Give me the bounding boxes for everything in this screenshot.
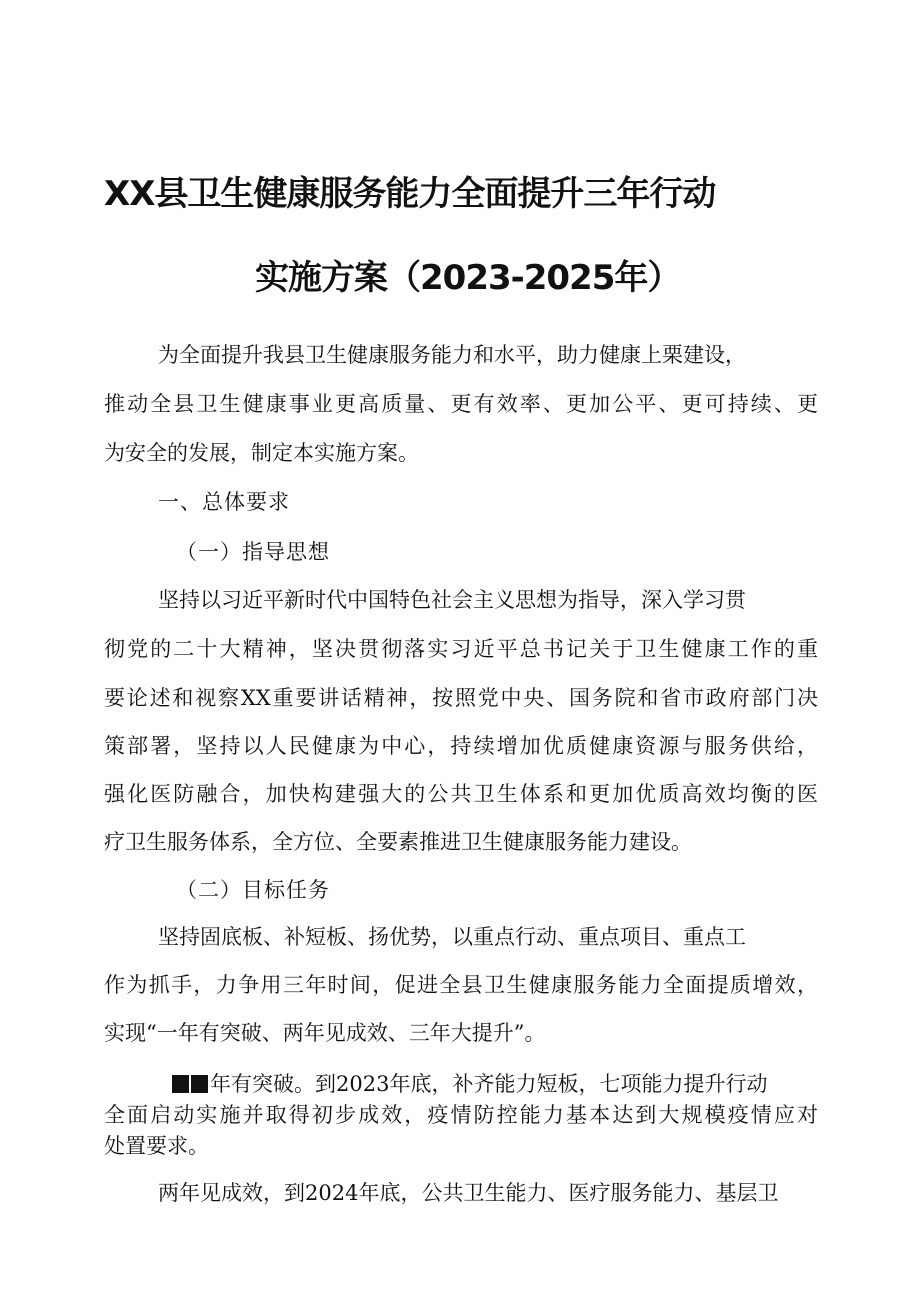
sub2-line-1: 坚持固底板、补短板、扬优势，以重点行动、重点项目、重点工 [158,925,746,949]
sub1-line-6: 疗卫生服务体系，全方位、全要素推进卫生健康服务能力建设。 [104,830,692,854]
goal2-line-1: 两年见成效，到2024年底，公共卫生能力、医疗服务能力、基层卫 [158,1181,779,1205]
intro-line-1: 为全面提升我县卫生健康服务能力和水平，助力健康上栗建设， [158,343,746,367]
sub2-line-2: 作为抓手，力争用三年时间，促进全县卫生健康服务能力全面提质增效， [104,973,818,997]
intro-line-3: 为安全的发展，制定本实施方案。 [104,441,419,465]
goal1-line-3: 处置要求。 [104,1134,209,1158]
sub1-line-5: 强化医防融合，加快构建强大的公共卫生体系和更加优质高效均衡的医 [104,782,818,806]
goal1-line-2: 全面启动实施并取得初步成效，疫情防控能力基本达到大规模疫情应对 [104,1103,818,1127]
subsection-heading-2: （二）目标任务 [176,878,330,902]
subsection-heading-1: （一）指导思想 [176,540,330,564]
document-title-line-1: XX县卫生健康服务能力全面提升三年行动 [104,174,716,214]
goal1-line-1 [172,1069,767,1099]
document-title-line-2: 实施方案（2023-2025年） [255,258,681,298]
section-heading-1: 一、总体要求 [158,490,290,514]
sub1-line-4: 策部署，坚持以人民健康为中心，持续增加优质健康资源与服务供给， [104,734,818,758]
sub2-line-3: 实现“一年有突破、两年见成效、三年大提升”。 [104,1021,546,1045]
intro-line-2: 推动全县卫生健康事业更高质量、更有效率、更加公平、更可持续、更 [104,392,818,416]
sub1-line-2: 彻党的二十大精神，坚决贯彻落实习近平总书记关于卫生健康工作的重 [104,637,818,661]
sub1-line-1: 坚持以习近平新时代中国特色社会主义思想为指导，深入学习贯 [158,588,746,612]
redaction-block [172,1075,189,1093]
redaction-block [191,1075,208,1093]
goal1-line-1-text: 年有突破。到2023年底，补齐能力短板，七项能力提升行动 [210,1072,768,1096]
sub1-line-3: 要论述和视察XX重要讲话精神，按照党中央、国务院和省市政府部门决 [104,686,818,710]
